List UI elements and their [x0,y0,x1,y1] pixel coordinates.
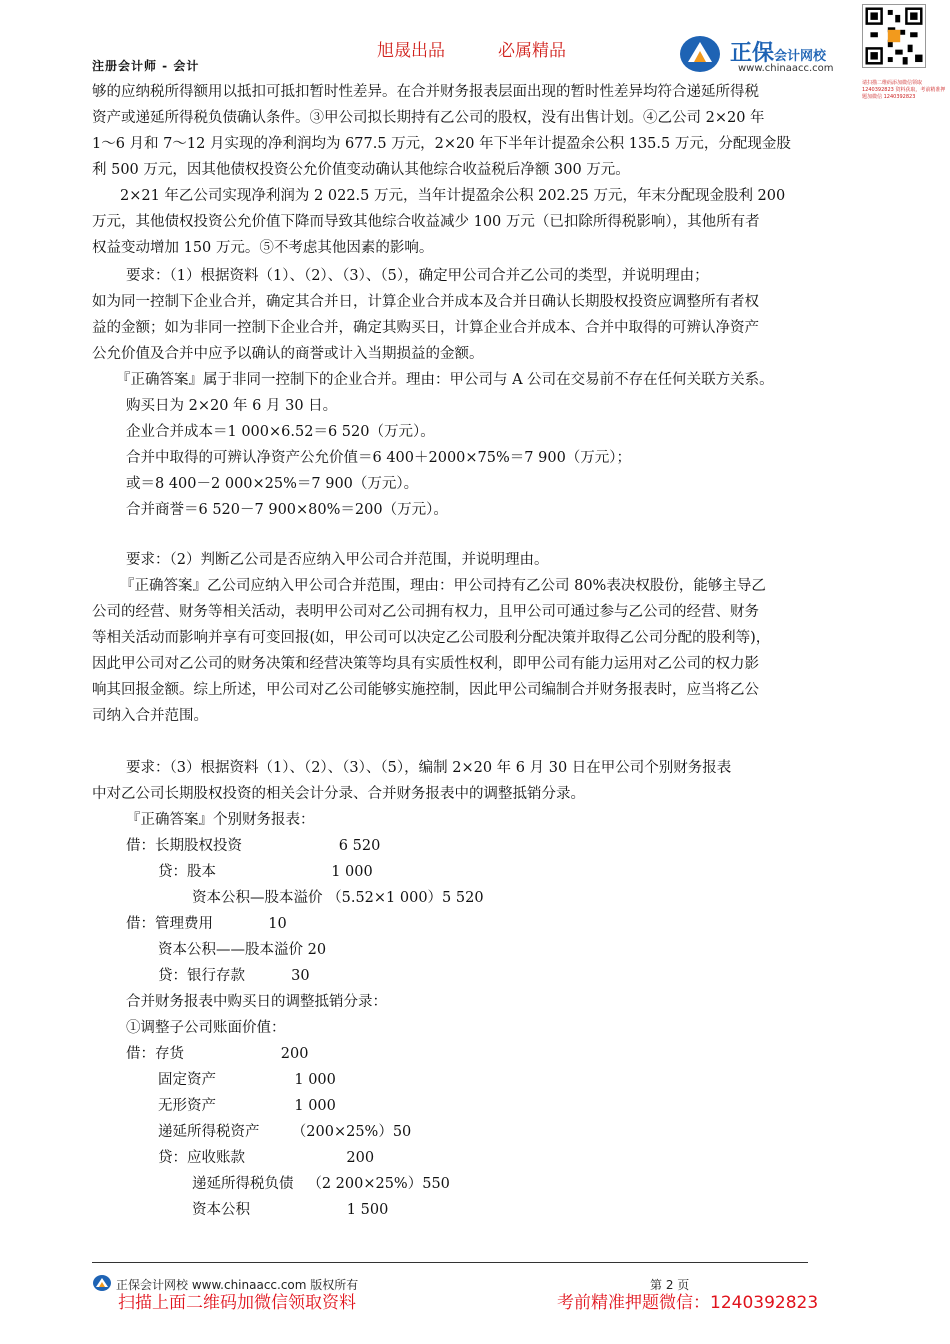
journal-entry: 资本公积—股本溢价 （5.52×1 000）5 520 [192,890,484,906]
brand-left: 旭晟出品 [377,41,445,61]
answer-1: 『正确答案』属于非同一控制下的企业合并。理由：甲公司与 A 公司在交易前不存在任何关联方关系。 [116,372,774,388]
ad-right: 考前精准押题微信：1240392823 [557,1293,819,1313]
chinaacc-logo [678,30,858,78]
body-line: 合并中取得的可辨认净资产公允价值＝6 400＋2000×75%＝7 900（万元）； [126,450,632,466]
body-line: 公司的经营、财务等相关活动，表明甲公司对乙公司拥有权力，且甲公司可通过参与乙公司的经营、财务 [92,604,759,620]
body-line: 资产或递延所得税负债确认条件。③甲公司拟长期持有乙公司的股权，没有出售计划。④乙公司 2×20 年 [92,110,765,126]
journal-entry: 递延所得税资产 （200×25%）50 [158,1124,412,1140]
requirement-1: 要求：（1）根据资料（1）、（2）、（3）、（5），确定甲公司合并乙公司的类型，并说明理由； [126,268,709,284]
body-line: 公允价值及合并中应予以确认的商誉或计入当期损益的金额。 [92,346,484,362]
body-line: 够的应纳税所得额用以抵扣可抵扣暂时性差异。在合并财务报表层面出现的暂时性差异均符合递延所得税 [92,84,759,100]
body-line: 1～6 月和 7～12 月实现的净利润均为 677.5 万元，2×20 年下半年计提盈余公积 135.5 万元，分配现金股 [92,136,791,152]
answer-3: 『正确答案』个别财务报表： [126,812,315,828]
body-line: 权益变动增加 150 万元。⑤不考虑其他因素的影响。 [92,240,434,256]
journal-entry: 贷：应收账款 200 [158,1150,375,1166]
journal-entry: 贷：股本 1 000 [158,864,373,880]
journal-entry: 借：存货 200 [126,1046,309,1062]
journal-entry: 资本公积 1 500 [192,1202,389,1218]
body-line: 合并商誉＝6 520－7 900×80%＝200（万元）。 [126,502,448,518]
body-line: 司纳入合并范围。 [92,708,208,724]
journal-entry: 无形资产 1 000 [158,1098,336,1114]
ad-left: 扫描上面二维码加微信领取资料 [118,1293,356,1313]
body-line: ①调整子公司账面价值： [126,1020,286,1036]
body-line: 2×21 年乙公司实现净利润为 2 022.5 万元，当年计提盈余公积 202.25 万元，年末分配现金股利 200 [120,188,786,204]
journal-entry: 借：管理费用 10 [126,916,287,932]
brand-right: 必属精品 [498,41,566,61]
body-line: 利 500 万元，因其他债权投资公允价值变动确认其他综合收益税后净额 300 万元。 [92,162,630,178]
page-number: 第 2 页 [650,1278,690,1292]
journal-entry: 资本公积——股本溢价 20 [158,942,327,958]
journal-entry: 递延所得税负债 （2 200×25%）550 [192,1176,450,1192]
journal-entry: 借：长期股权投资 6 520 [126,838,381,854]
qr-code-icon [862,4,926,68]
body-line: 益的金额；如为非同一控制下企业合并，确定其购买日，计算企业合并成本、合并中取得的可辨认净资产 [92,320,759,336]
footer-divider [92,1262,808,1263]
footer-copyright: 正保会计网校 www.chinaacc.com 版权所有 [116,1278,359,1292]
footer-logo-icon [92,1274,112,1292]
body-line: 企业合并成本＝1 000×6.52＝6 520（万元）。 [126,424,435,440]
body-line: 如为同一控制下企业合并，确定其合并日，计算企业合并成本及合并日确认长期股权投资应调整所有者权 [92,294,759,310]
answer-2: 『正确答案』乙公司应纳入甲公司合并范围，理由：甲公司持有乙公司 80%表决权股份，能够主导乙 [120,578,766,594]
course-title: 注册会计师 - 会计 [92,59,200,73]
body-line: 因此甲公司对乙公司的财务决策和经营决策等均具有实质性权利，即甲公司有能力运用对乙公司的权力影 [92,656,759,672]
body-line: 万元，其他债权投资公允价值下降而导致其他综合收益减少 100 万元（已扣除所得税影响），其他所有者 [92,214,760,230]
qr-caption: 请扫描二维码添加微信领取 1240392823 资料获取，考前精准押题加微信 1240392823 [862,80,946,100]
requirement-3: 要求：（3）根据资料（1）、（2）、（3）、（5），编制 2×20 年 6 月 30 日在甲公司个别财务报表 [126,760,732,776]
logo-url: www.chinaacc.com [738,63,834,74]
body-line: 响其回报金额。综上所述，甲公司对乙公司能够实施控制，因此甲公司编制合并财务报表时，应当将乙公 [92,682,759,698]
body-line: 中对乙公司长期股权投资的相关会计分录、合并财务报表中的调整抵销分录。 [92,786,585,802]
journal-entry: 固定资产 1 000 [158,1072,336,1088]
logo-name: 正保会计网校 [730,41,827,66]
body-line: 合并财务报表中购买日的调整抵销分录： [126,994,387,1010]
body-line: 购买日为 2×20 年 6 月 30 日。 [126,398,338,414]
body-line: 或＝8 400－2 000×25%＝7 900（万元）。 [126,476,419,492]
body-line: 等相关活动而影响并享有可变回报(如，甲公司可以决定乙公司股利分配决策并取得乙公司分配的股利等)， [92,630,771,646]
requirement-2: 要求：（2）判断乙公司是否应纳入甲公司合并范围，并说明理由。 [126,552,549,568]
logo-mark-icon [678,32,724,74]
journal-entry: 贷：银行存款 30 [158,968,310,984]
